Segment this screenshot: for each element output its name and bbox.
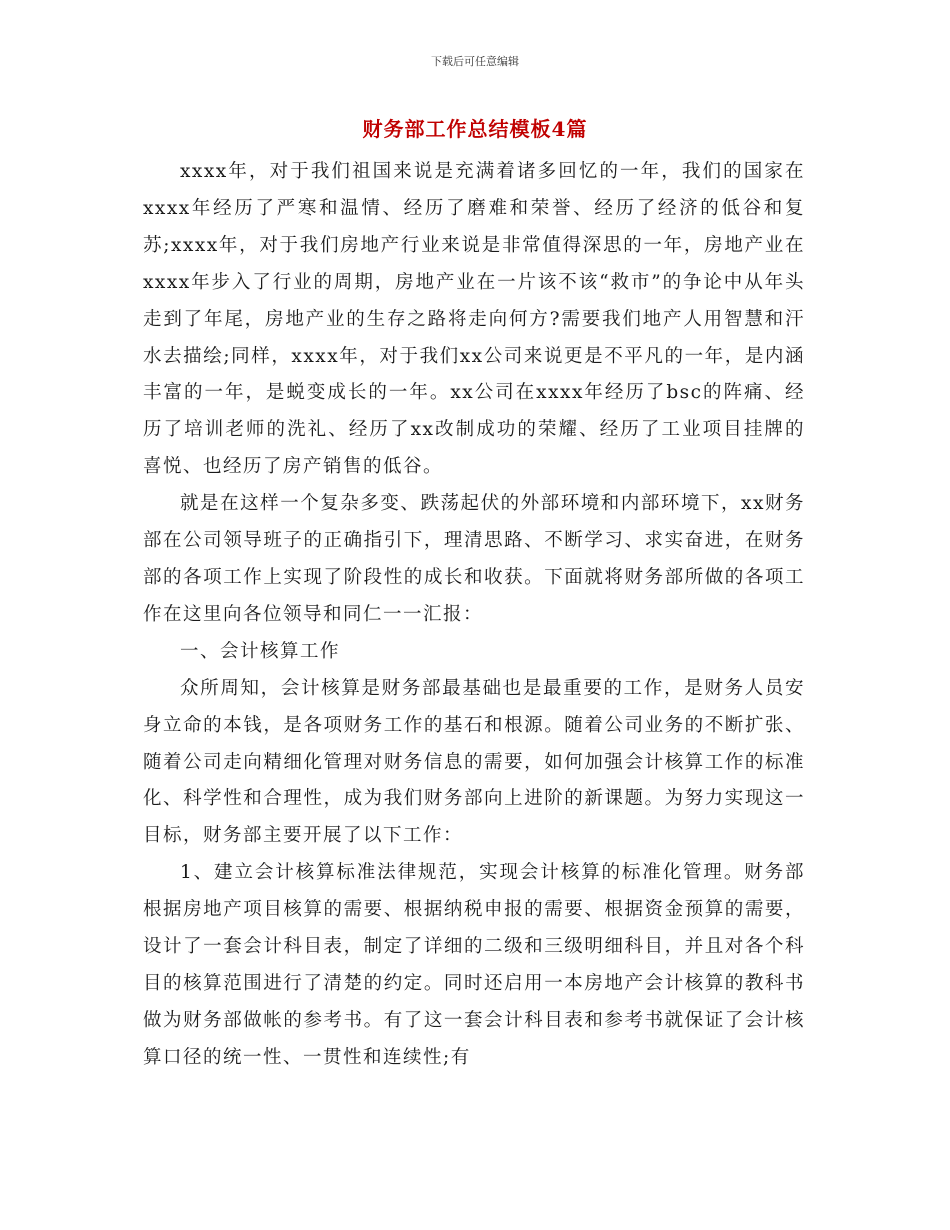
header-note: 下载后可任意编辑 [431, 55, 519, 68]
document-body [143, 154, 805, 1077]
paragraph-accounting-overview: 众所周知，会计核算是财务部最基础也是最重要的工作，是财务人员安身立命的本钱，是各项财务工作的基石和根源。随着公司业务的不断扩张、随着公司走向精细化管理对财务信息的需要，如何加强会计核算工作的标准化、科学性和合理性，成为我们财务部向上进阶的新课题。为努力实现这一目标，财务部主要开展了以下工作： [143, 677, 805, 847]
section-heading-accounting: 一、会计核算工作 [180, 640, 341, 662]
paragraph-item-1: 1、建立会计核算标准法律规范，实现会计核算的标准化管理。财务部根据房地产项目核算的需要、根据纳税申报的需要、根据资金预算的需要，设计了一套会计科目表，制定了详细的二级和三级明细科目，并且对各个科目的核算范围进行了清楚的约定。同时还启用一本房地产会计核算的教科书做为财务部做帐的参考书。有了这一套会计科目表和参考书就保证了会计核算口径的统一性、一贯性和连续性;有 [143, 862, 805, 1068]
document-title: 财务部工作总结模板4篇 [362, 117, 588, 141]
paragraph-intro: xxxx年，对于我们祖国来说是充满着诸多回忆的一年，我们的国家在xxxx年经历了严寒和温情、经历了磨难和荣誉、经历了经济的低谷和复苏;xxxx年，对于我们房地产行业来说是非常值得深思的一年，房地产业在xxxx年步入了行业的周期，房地产业在一片该不该“救市”的争论中从年头走到了年尾，房地产业的生存之路将走向何方?需要我们地产人用智慧和汗水去描绘;同样，xxxx年，对于我们xx公司来说更是不平凡的一年，是内涵丰富的一年，是蜕变成长的一年。xx公司在xxxx年经历了bsc的阵痛、经历了培训老师的洗礼、经历了xx改制成功的荣耀、经历了工业项目挂牌的喜悦、也经历了房产销售的低谷。 [143, 161, 805, 478]
paragraph-context: 就是在这样一个复杂多变、跌荡起伏的外部环境和内部环境下，xx财务部在公司领导班子的正确指引下，理清思路、不断学习、求实奋进，在财务部的各项工作上实现了阶段性的成长和收获。下面就将财务部所做的各项工作在这里向各位领导和同仁一一汇报： [143, 493, 805, 625]
